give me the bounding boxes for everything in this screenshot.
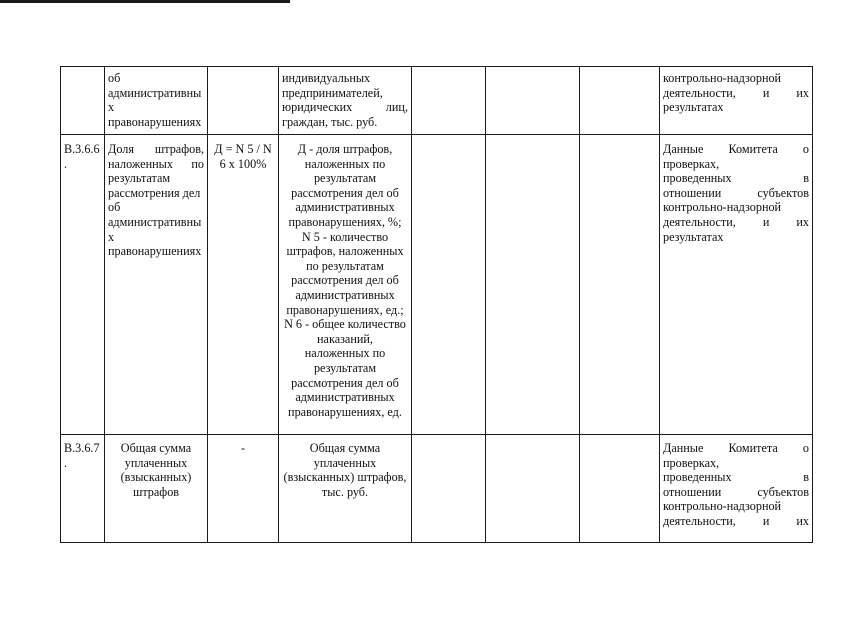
description-cell (279, 67, 412, 135)
text-line: деятельности, и их (663, 513, 809, 528)
text-line: административных (295, 200, 395, 215)
text-line: уплаченных (313, 455, 377, 470)
text-line: административных (295, 390, 395, 405)
text-line: контрольно-надзорной (663, 499, 782, 514)
table-row (61, 435, 813, 543)
text-line: индивидуальных (282, 71, 371, 85)
text-line: административны (108, 214, 202, 229)
text-line: Доля штрафов, (108, 142, 204, 156)
data-source-cell (660, 135, 813, 435)
text-line: об (108, 200, 121, 215)
text-line: рассмотрения дел об (291, 375, 399, 390)
text-line: N 6 - общее количество (284, 317, 406, 332)
text-line: Данные Комитета о (663, 142, 809, 156)
empty-cell (486, 67, 580, 135)
data-source-cell (660, 67, 813, 135)
text-line: деятельности, и их (663, 85, 809, 100)
text-line: наложенных по (304, 346, 386, 361)
empty-cell (580, 67, 660, 135)
text-line: . (64, 156, 68, 171)
text-line: штрафов (132, 484, 180, 499)
text-line: административны (108, 85, 202, 100)
indicator-name-cell (105, 67, 208, 135)
text-line: проверках, (663, 156, 720, 171)
text-line: наложенных по (304, 156, 386, 171)
text-line: рассмотрения дел об (291, 273, 399, 288)
formula-text: 6 х 100% (219, 156, 267, 171)
table-row (61, 67, 813, 135)
text-line: N 5 - количество (301, 229, 389, 244)
text-line: отношении субъектов (663, 484, 809, 499)
indicator-code: В.3.6.7 (64, 441, 100, 455)
empty-cell (412, 135, 486, 435)
text-line: наложенных по (108, 156, 204, 171)
text-line: рассмотрения дел об (291, 185, 399, 200)
text-line: Общая сумма (309, 441, 381, 455)
formula-cell (208, 67, 279, 135)
text-line: административных (295, 287, 395, 302)
empty-cell (412, 67, 486, 135)
text-line: х (108, 100, 115, 115)
text-line: результатах (663, 229, 724, 244)
text-line: деятельности, и их (663, 214, 809, 229)
text-line: . (64, 455, 68, 470)
text-line: контрольно-надзорной (663, 200, 782, 215)
text-line: проведенных в (663, 171, 809, 186)
description-cell (279, 435, 412, 543)
formula-cell (208, 435, 279, 543)
text-line: наказаний, (317, 331, 373, 346)
text-line: отношении субъектов (663, 185, 809, 200)
empty-cell (486, 135, 580, 435)
indicator-code: В.3.6.6 (64, 142, 100, 156)
data-source-cell (660, 435, 813, 543)
text-line: правонарушениях, %; (288, 214, 402, 229)
text-line: результатам (313, 360, 377, 375)
text-line: правонарушениях, ед. (288, 404, 402, 419)
code-cell (61, 67, 105, 135)
description-cell (279, 135, 412, 435)
text-line: предпринимателей, (282, 85, 383, 100)
indicators-table (60, 66, 813, 543)
indicator-name-cell (105, 435, 208, 543)
empty-cell (580, 135, 660, 435)
text-line: правонарушениях (108, 244, 202, 259)
empty-cell (412, 435, 486, 543)
text-line: штрафов, наложенных (286, 244, 404, 259)
text-line: проведенных в (663, 470, 809, 485)
text-line: результатам (313, 171, 377, 186)
indicator-name-cell (105, 135, 208, 435)
code-cell (61, 135, 105, 435)
text-line: (взысканных) (120, 470, 192, 485)
table-row (61, 135, 813, 435)
code-cell (61, 435, 105, 543)
empty-cell (580, 435, 660, 543)
formula-text: Д = N 5 / N (214, 142, 272, 156)
text-line: правонарушениях, ед.; (286, 302, 404, 317)
formula-cell (208, 135, 279, 435)
text-line: юридических лиц, (282, 100, 408, 115)
text-line: об (108, 71, 121, 85)
text-line: Общая сумма (120, 441, 192, 455)
text-line: правонарушениях (108, 114, 202, 129)
text-line: (взысканных) штрафов, (283, 470, 407, 485)
text-line: по результатам (306, 258, 384, 273)
text-line: х (108, 229, 115, 244)
text-line: Данные Комитета о (663, 441, 809, 455)
text-line: результатам (108, 171, 171, 186)
text-line: тыс. руб. (321, 484, 369, 499)
text-line: уплаченных (124, 455, 188, 470)
text-line: рассмотрения дел (108, 185, 201, 200)
text-line: результатах (663, 100, 724, 115)
empty-cell (486, 435, 580, 543)
text-line: Д - доля штрафов, (297, 142, 393, 156)
formula-text: - (240, 441, 246, 455)
text-line: проверках, (663, 455, 720, 470)
text-line: контрольно-надзорной (663, 71, 782, 85)
top-border-line (0, 0, 290, 3)
text-line: граждан, тыс. руб. (282, 114, 378, 129)
